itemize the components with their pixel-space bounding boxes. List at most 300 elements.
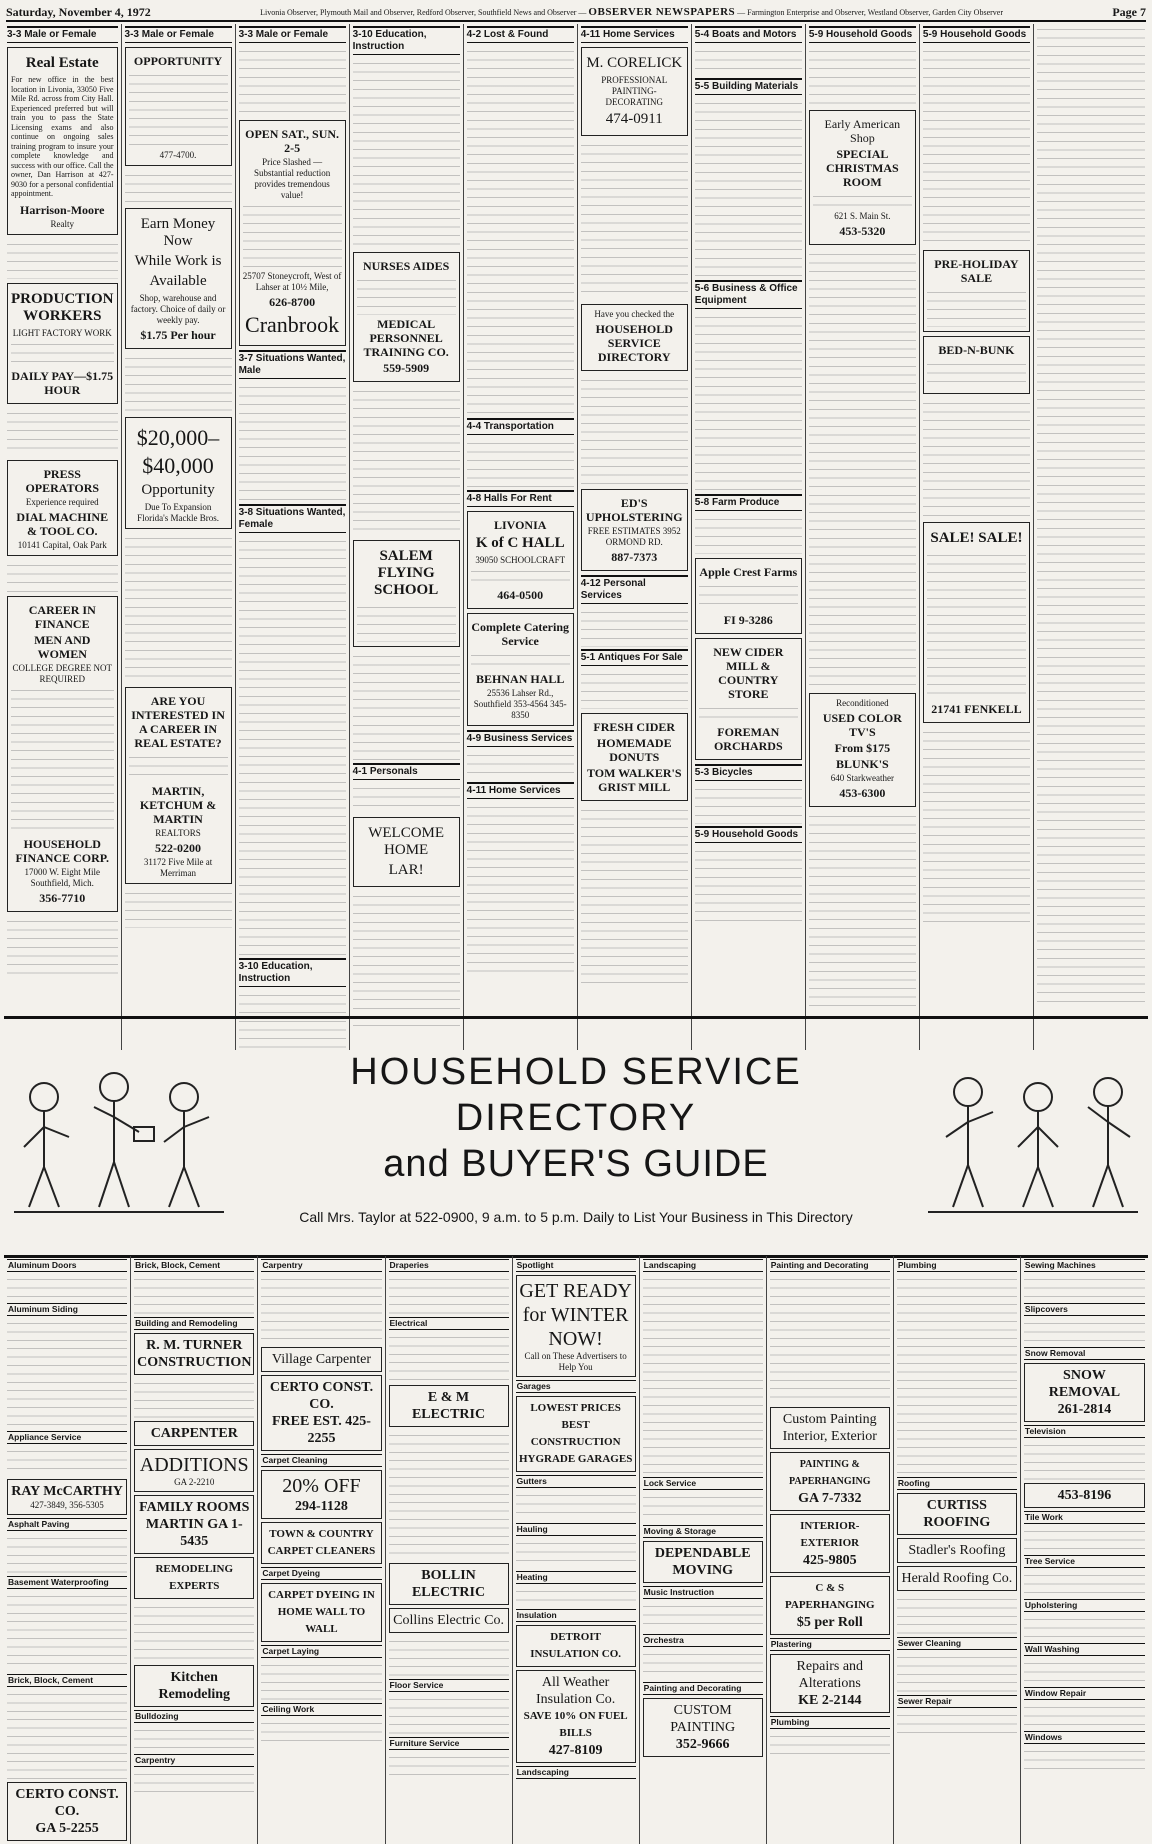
listing-text [7,1446,127,1476]
section-heading: 5-9 Household Goods [695,826,802,843]
directory-heading: Heating [516,1571,636,1584]
blunks-ad [809,693,916,807]
opportunity-ad [125,47,232,166]
ad-firm: HOUSEHOLD FINANCE CORP. [15,836,110,865]
listing-text [516,1538,636,1568]
ad-title: Real Estate [25,55,99,71]
directory-heading: Painting and Decorating [643,1682,763,1695]
classified-text [581,375,688,485]
directory-heading: Basement Waterproofing [7,1576,127,1589]
ad-pay: $1.75 Per hour [140,328,216,342]
repairs-alterations-ad [770,1654,890,1713]
ad-phone: 453-6300 [839,786,886,800]
section-heading: 5-9 Household Goods [923,26,1030,43]
directory-column-2 [131,1256,258,1844]
household-directory-promo [581,304,688,371]
ad-title: R. M. TURNER CONSTRUCTION [137,1338,252,1370]
issue-date: Saturday, November 4, 1972 [6,4,151,19]
ad-title: FRESH CIDER [593,720,676,734]
ad-title: DETROIT INSULATION CO. [530,1631,622,1660]
ad-title: CAREER IN FINANCE [28,602,96,631]
ad-title: Apple Crest Farms [699,565,798,579]
directory-heading: Plastering [770,1638,890,1651]
directory-heading: Snow Removal [1024,1347,1145,1360]
classified-text [695,846,802,926]
certo-construction-ad [261,1375,381,1451]
classified-text [125,353,232,413]
career-finance-ad [7,596,118,912]
ad-title: DEPENDABLE MOVING [654,1546,751,1578]
ad-title: CURTISS ROOFING [923,1498,991,1530]
directory-column-8 [894,1256,1021,1844]
ad-firm: FOREMAN ORCHARDS [713,725,783,753]
classified-text [11,685,114,835]
em-electric-ad [389,1385,509,1427]
ad-title: REMODELING EXPERTS [155,1563,234,1592]
ad-address: 3952 ORMOND RD. [605,526,681,547]
ad-question: ARE YOU INTERESTED IN A CAREER IN REAL ESTATE? [131,694,225,750]
classified-text [471,650,570,670]
real-estate-ad [7,47,118,235]
classified-text [927,287,1026,327]
ad-phone: 626-8700 [269,295,316,309]
section-heading: 5-6 Business & Office Equipment [695,280,802,309]
ad-phone: MARTIN GA 1-5435 [145,1517,243,1549]
classified-text [471,566,570,586]
classified-column-9 [920,24,1034,1050]
listing-text [1024,1440,1145,1480]
ad-firm: BLUNK'S [836,757,889,771]
classified-text [129,752,228,782]
ad-title: BED-N-BUNK [938,343,1015,357]
directory-heading: Lock Service [643,1477,763,1490]
ad-title: FAMILY ROOMS [139,1500,250,1515]
ad-title-2: LAR! [388,862,424,878]
directory-heading: Window Repair [1024,1687,1145,1700]
ad-phone: 352-9666 [675,1737,730,1752]
directory-heading: Plumbing [770,1716,890,1729]
listing-text [1024,1658,1145,1684]
classified-text [809,811,916,1011]
workers-illustration-left [4,1037,234,1237]
ad-phone: 453-8196 [1057,1488,1112,1503]
classified-text [125,533,232,683]
classified-section [4,24,1148,1012]
classified-text [695,312,802,492]
listing-text [1024,1570,1145,1596]
ad-address: 25707 Stoneycroft, West of Lahser at 10½ Mile, [242,271,342,292]
classified-text [7,408,118,456]
ad-title: M. CORELICK [586,55,683,71]
classified-text [11,339,114,367]
listing-text [389,1636,509,1676]
classified-text [357,602,456,642]
ad-body: Shop, warehouse and factory. Choice of daily or weekly pay. [130,293,226,325]
listing-text [897,1594,1017,1634]
directory-heading: Windows [1024,1731,1145,1744]
ad-phone: 464-0500 [497,588,544,602]
banner-title-line-1: HOUSEHOLD SERVICE DIRECTORY [350,1051,802,1139]
listing-text [643,1649,763,1679]
ad-title: OPPORTUNITY [133,54,223,68]
classified-text [809,249,916,689]
publications-left: Livonia Observer, Plymouth Mail and Observer, Redford Observer, Southfield News and Observer [260,8,577,17]
directory-heading: Music Instruction [643,1586,763,1599]
listing-text [770,1274,890,1404]
herald-roofing-ad [897,1566,1017,1591]
ad-phone: 425-9805 [802,1553,857,1568]
ad-title: PAINTING & PAPERHANGING [789,1459,871,1487]
classified-text [239,536,346,956]
ad-firm: BEHNAN HALL [476,672,565,686]
section-heading: 4-12 Personal Services [581,575,688,604]
listing-text [1024,1702,1145,1728]
listing-text [134,1274,254,1314]
custom-painting-interior-ad [770,1407,890,1449]
carpenter-ad [134,1421,254,1446]
collins-electric-ad [389,1608,509,1633]
listing-text [516,1490,636,1520]
ad-title: CERTO CONST. CO. [15,1787,119,1819]
directory-heading: Bulldozing [134,1710,254,1723]
banner-title [234,1049,918,1225]
directory-heading: Electrical [389,1317,509,1330]
directory-heading: Carpentry [134,1754,254,1767]
section-heading: 3-8 Situations Wanted, Female [239,504,346,533]
listing-text [389,1752,509,1778]
press-operators-ad [7,460,118,556]
ad-title: Custom Painting Interior, Exterior [782,1412,877,1444]
listing-text [516,1586,636,1606]
classified-text [239,46,346,116]
ad-phone: 261-2814 [1057,1402,1112,1417]
section-heading: 3-10 Education, Instruction [353,26,460,55]
ad-title-line-2: While Work is [134,253,222,269]
classified-text [467,438,574,488]
ad-phone: GA 2-2210 [174,1477,215,1487]
ad-title: CUSTOM PAINTING [670,1703,736,1735]
ad-title: NEW CIDER MILL & COUNTRY STORE [713,645,784,701]
winter-spotlight-ad [516,1275,636,1377]
section-heading: 4-11 Home Services [581,26,688,43]
section-heading: 4-9 Business Services [467,730,574,747]
classified-text [353,783,460,813]
ad-title: USED COLOR TV'S [822,711,902,739]
ad-subtitle: Experience required [25,496,99,507]
directory-heading: Carpet Cleaning [261,1454,381,1467]
classified-text [239,382,346,502]
ad-subtitle: K of C HALL [475,535,565,551]
section-heading: 4-1 Personals [353,763,460,780]
ad-phone: 427-3849, 356-5305 [30,1500,104,1510]
ad-title: WELCOME HOME [368,825,445,858]
listing-text [1024,1274,1145,1300]
listing-text [261,1718,381,1744]
listing-text [643,1274,763,1474]
ad-title: SALEM FLYING SCHOOL [374,548,439,598]
classified-column-4 [350,24,464,1050]
directory-heading: Brick, Block, Cement [7,1674,127,1687]
ad-title: Complete Catering Service [471,620,570,648]
classified-text [7,916,118,976]
ad-firm: HYGRADE GARAGES [518,1453,633,1465]
listing-text [134,1378,254,1418]
family-rooms-ad [134,1495,254,1554]
classified-text [695,514,802,554]
ad-address: 10141 Capital, Oak Park [17,539,107,550]
section-heading: 5-5 Building Materials [695,78,802,95]
ad-subtitle: HOMEMADE DONUTS [596,736,672,764]
ad-address: 17000 W. Eight Mile Southfield, Mich. [24,866,101,888]
listing-text [7,1689,127,1779]
rm-turner-ad [134,1333,254,1375]
publication-list: Livonia Observer, Plymouth Mail and Observer, Redford Observer, Southfield News and Observer — OBSERVER NEWSPAPERS — Farmington Enterprise and Observer, Westland Observer, Garden City Observer [260,6,1003,18]
directory-heading: Aluminum Siding [7,1303,127,1316]
directory-heading: Sewer Cleaning [897,1637,1017,1650]
directory-heading: Wall Washing [1024,1643,1145,1656]
ad-title: CARPET DYEING IN HOME WALL TO WALL [268,1589,375,1635]
ad-address: 39050 SCHOOLCRAFT [475,555,566,565]
classified-text [923,727,1030,927]
ad-title: Village Carpenter [271,1352,371,1367]
eds-upholstering-ad [581,489,688,571]
directory-heading: Building and Remodeling [134,1317,254,1330]
listing-text [1024,1746,1145,1772]
listing-text [389,1332,509,1382]
directory-heading: Brick, Block, Cement [134,1259,254,1272]
ad-price: From $175 [834,741,891,755]
classified-text [927,359,1026,389]
remodeling-experts-ad [134,1557,254,1599]
ad-subtitle: SPECIAL CHRISTMAS ROOM [826,147,899,189]
ad-body: Price Slashed — Substantial reduction provides tremendous value! [253,157,331,200]
directory-heading: Upholstering [1024,1599,1145,1612]
ad-firm: Harrison-Moore [20,202,105,217]
early-american-shop-ad [809,110,916,245]
ad-phone: 453-5320 [839,224,886,238]
ad-address: 640 Starkweather [830,773,894,783]
directory-heading: Insulation [516,1609,636,1622]
directory-column-6 [640,1256,767,1844]
ad-title: CERTO CONST. CO. [269,1380,374,1412]
directory-heading: Roofing [897,1477,1017,1490]
ad-title: INTERIOR-EXTERIOR [800,1520,860,1549]
bollin-electric-ad [389,1563,509,1605]
salem-flying-ad [353,540,460,647]
directory-heading: Moving & Storage [643,1525,763,1538]
ad-title: Stadler's Roofing [908,1543,1006,1558]
classified-text [467,802,574,972]
classified-text [699,703,798,723]
cs-paperhanging-ad [770,1576,890,1635]
directory-heading: Carpet Dyeing [261,1567,381,1580]
brand-name: OBSERVER NEWSPAPERS [588,6,736,18]
directory-heading: Furniture Service [389,1737,509,1750]
listing-text [7,1318,127,1428]
ad-pay: DAILY PAY—$1.75 HOUR [11,368,114,397]
listing-text [1024,1614,1145,1640]
ad-phone: 559-5909 [383,361,430,375]
ad-title: PRESS OPERATORS [25,466,100,495]
ad-address: 31172 Five Mile at Merriman [143,857,213,878]
ad-subtitle: MEN AND WOMEN [34,632,91,661]
ad-title-line-1: Earn Money Now [140,216,216,249]
cider-mill-ad [695,638,802,760]
listing-text [1024,1318,1145,1344]
classified-text [125,170,232,204]
sale-ad [923,522,1030,723]
section-heading: 5-3 Bicycles [695,764,802,781]
ad-address: 621 S. Main St. [834,211,891,221]
ad-firm: DIAL MACHINE & TOOL CO. [16,509,109,538]
directory-column-3 [258,1256,385,1844]
listing-text [770,1731,890,1757]
directory-heading: Television [1024,1425,1145,1438]
classified-text [243,201,342,271]
listing-text [897,1274,1017,1474]
ad-title: Repairs and Alterations [796,1659,864,1691]
ad-title: SALE! SALE! [930,530,1023,546]
ad-title: Early American Shop [824,117,901,145]
classified-text [353,58,460,248]
directory-heading: Tree Service [1024,1555,1145,1568]
listing-text [7,1274,127,1300]
martin-ketchum-ad [125,687,232,884]
custom-painting-ad [643,1698,763,1757]
directory-heading: Landscaping [643,1259,763,1272]
ad-title: GET READY for WINTER NOW! [519,1280,632,1350]
directory-heading: Slipcovers [1024,1303,1145,1316]
ad-firm-sub: REALTORS [155,828,201,838]
section-heading: 5-4 Boats and Motors [695,26,802,43]
ad-title: SNOW REMOVAL [1048,1368,1121,1400]
ad-title: PRODUCTION WORKERS [11,290,114,324]
listing-text [389,1274,509,1314]
directory-heading: Garages [516,1380,636,1393]
directory-heading: Tile Work [1024,1511,1145,1524]
ad-body: For new office in the best location in Livonia, 33050 Five Mile Rd. across from City Hall. Experienced preferred but will train you to pass the State Licensing exams and also continue on ongoing sales training program to insure your complete knowledge and success with our office. Call the owner, Dan Harrison at 427-9030 for a personal confidential appointment. [11,75,114,198]
classified-column-6 [578,24,692,1050]
florida-opportunity-ad [125,417,232,529]
grist-mill-ad [581,713,688,801]
classified-text [809,46,916,106]
classified-column-3 [236,24,350,1050]
classified-text [129,70,228,150]
section-heading: 4-8 Halls For Rent [467,490,574,507]
banner-title-line-2: and BUYER'S GUIDE [383,1143,769,1185]
listing-text [7,1533,127,1573]
paperhanging-ad [770,1452,890,1511]
behnan-hall-ad [467,613,574,726]
directory-heading: Carpentry [261,1259,381,1272]
ad-address: 25536 Lahser Rd., Southfield [473,688,554,709]
ad-title: LOWEST PRICES BEST CONSTRUCTION [530,1402,621,1448]
village-carpenter-ad [261,1347,381,1372]
section-heading: 3-10 Education, Instruction [239,958,346,987]
ad-title: ADDITIONS [139,1454,249,1476]
classified-text [695,46,802,76]
directory-heading: Hauling [516,1523,636,1536]
classified-text [7,560,118,592]
directory-heading: Draperies [389,1259,509,1272]
ad-phone: 294-1128 [295,1499,348,1514]
classified-text [467,46,574,416]
ad-subtitle: Due To Expansion [144,502,212,512]
snow-removal-ad [1024,1363,1145,1422]
ad-title: All Weather Insulation Co. [535,1675,616,1707]
ad-phone: GA 5-2255 [35,1821,99,1836]
town-country-ad [261,1522,381,1564]
listing-text [389,1694,509,1734]
directory-column-5 [513,1256,640,1844]
section-heading: 5-1 Antiques For Sale [581,649,688,666]
listing-text [134,1725,254,1751]
ad-title: BOLLIN ELECTRIC [411,1568,486,1600]
promo-question: Have you checked the [594,309,675,319]
directory-heading: Appliance Service [7,1431,127,1444]
directory-heading: Floor Service [389,1679,509,1692]
classified-text [581,669,688,709]
directory-listings [4,1256,1148,1836]
classified-text [695,784,802,824]
ad-subtitle: LIGHT FACTORY WORK [12,327,112,338]
classified-text [1037,24,1145,1004]
classified-text [125,888,232,928]
welcome-home-ad [353,817,460,887]
detroit-insulation-ad [516,1625,636,1667]
pre-holiday-sale-ad [923,250,1030,332]
curtiss-roofing-ad [897,1493,1017,1535]
tv-repair-ad [1024,1483,1145,1508]
classified-text [923,398,1030,518]
ad-subtitle: Call on These Advertisers to Help You [524,1351,627,1372]
listing-text [261,1660,381,1700]
ad-subtitle: PROFESSIONAL PAINTING-DECORATING [601,75,668,107]
nurses-aides-ad [353,252,460,382]
ad-title-line-3: Available [149,273,207,289]
ad-firm-sub: Realty [50,218,74,229]
directory-heading: Ceiling Work [261,1703,381,1716]
classified-column-8 [806,24,920,1050]
directory-heading: Orchestra [643,1634,763,1647]
ad-title: 20% OFF [282,1475,361,1497]
cranbrook-open-house-ad [239,120,346,346]
classified-column-2 [122,24,236,1050]
salary-line-1: $20,000– [136,425,220,450]
all-weather-insulation-ad [516,1670,636,1763]
ad-title: Kitchen Remodeling [158,1670,231,1702]
classified-text [923,46,1030,246]
ad-title: PRE-HOLIDAY SALE [934,257,1019,285]
bed-n-bunk-ad [923,336,1030,394]
classified-column-10 [1034,24,1148,1050]
ad-phone: FREE EST. 425-2255 [271,1414,371,1446]
directory-column-7 [767,1256,894,1844]
directory-banner [4,1016,1148,1258]
ad-title: Herald Roofing Co. [901,1571,1013,1586]
ad-note: COLLEGE DEGREE NOT REQUIRED [12,662,112,684]
masthead [6,4,1146,22]
directory-heading: Plumbing [897,1259,1017,1272]
additions-ad [134,1449,254,1492]
listing-text [134,1602,254,1662]
ad-title: TOWN & COUNTRY CARPET CLEANERS [267,1528,376,1557]
certo-ad [7,1782,127,1841]
listing-text [389,1430,509,1560]
interior-exterior-ad [770,1514,890,1573]
directory-column-1 [4,1256,131,1844]
listing-text [897,1710,1017,1736]
